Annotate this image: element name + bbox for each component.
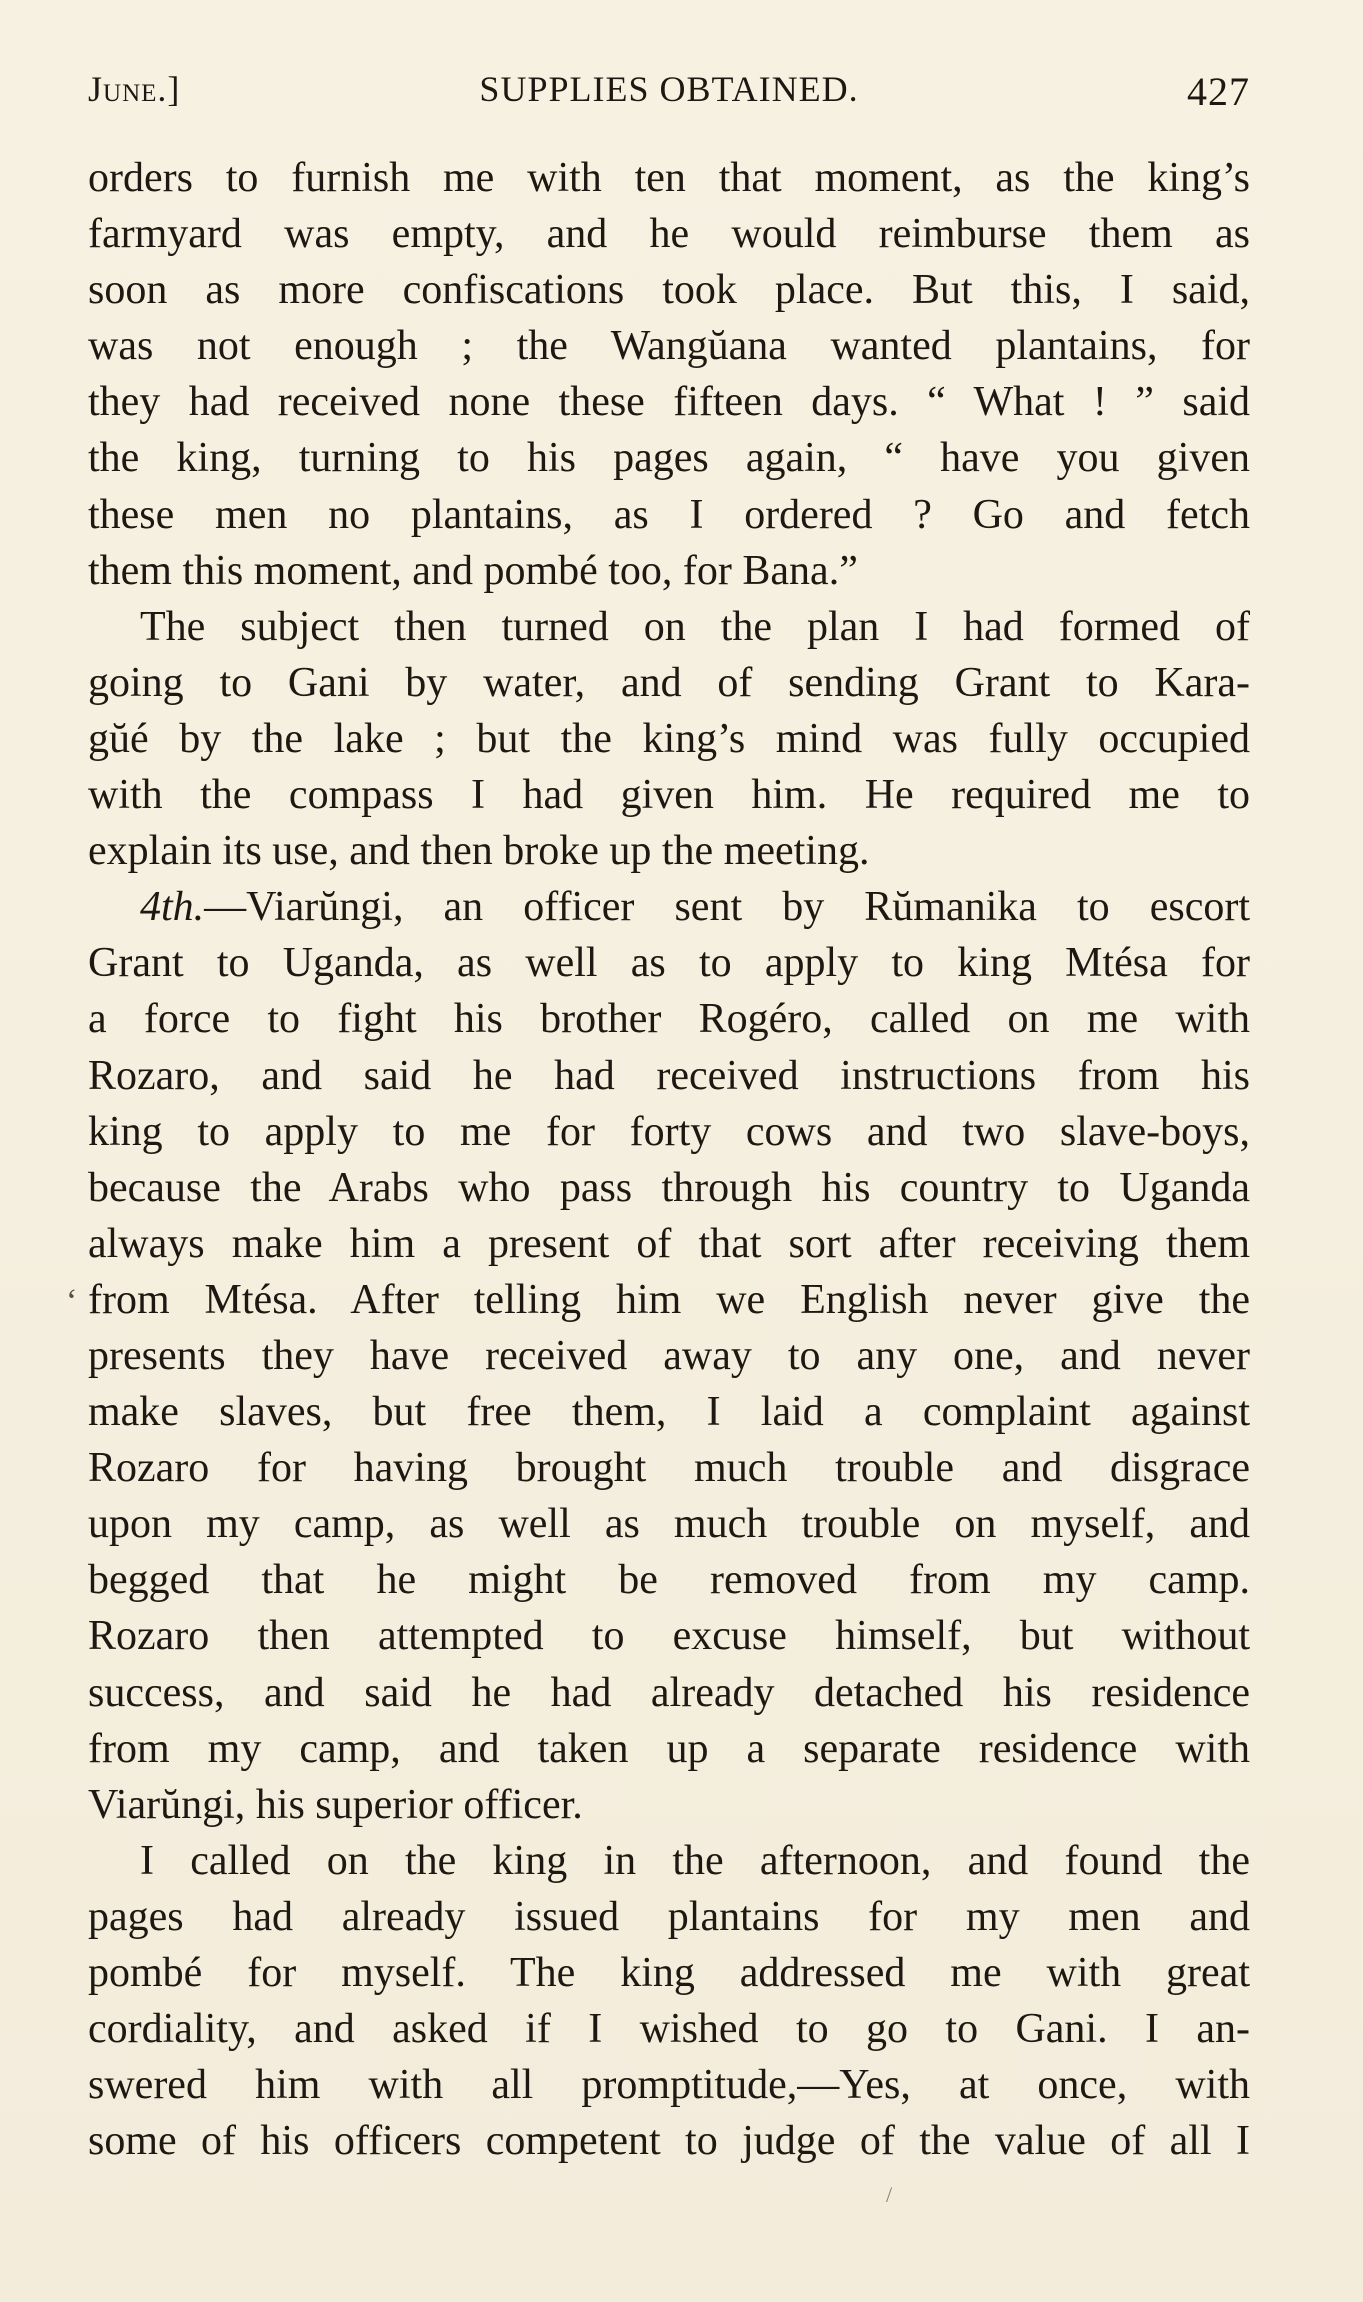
text-line: from my camp, and taken up a separate residence with bbox=[88, 1725, 1250, 1772]
text-line: pages had already issued plantains for my men and bbox=[88, 1893, 1250, 1940]
text-line: success, and said he had already detached his residence bbox=[88, 1669, 1250, 1716]
text-line: soon as more confiscations took place. But this, I said, bbox=[88, 267, 1250, 314]
text-line: Grant to Uganda, as well as to apply to king Mtésa for bbox=[88, 940, 1250, 987]
text-line: from Mtésa. After telling him we English never give the bbox=[88, 1276, 1250, 1323]
text-line: Rozaro, and said he had received instructions from his bbox=[88, 1052, 1250, 1099]
text-line: them this moment, and pombé too, for Bana.” bbox=[88, 547, 858, 594]
text-line: was not enough ; the Wangŭana wanted plantains, for bbox=[88, 323, 1250, 370]
margin-tick-mark: ‘ bbox=[66, 1283, 78, 1320]
page-number: 427 bbox=[1187, 69, 1250, 114]
text-line: orders to furnish me with ten that moment, as the king’s bbox=[88, 155, 1250, 201]
text-line: Rozaro then attempted to excuse himself, but without bbox=[88, 1613, 1250, 1660]
text-line: make slaves, but free them, I laid a complaint against bbox=[88, 1389, 1250, 1436]
text-line: a force to fight his brother Rogéro, called on me with bbox=[88, 996, 1250, 1043]
text-line: explain its use, and then broke up the meeting. bbox=[88, 828, 870, 875]
date-marker: 4th. bbox=[140, 884, 205, 931]
text-line: with the compass I had given him. He required me to bbox=[88, 772, 1250, 819]
text-line: begged that he might be removed from my camp. bbox=[88, 1557, 1250, 1604]
text-line: cordiality, and asked if I wished to go to Gani. I an- bbox=[88, 2006, 1250, 2053]
text-line: because the Arabs who pass through his country to Uganda bbox=[88, 1164, 1250, 1211]
header-month: June.] bbox=[88, 69, 181, 109]
text-line: gŭé by the lake ; but the king’s mind was fully occupied bbox=[88, 715, 1250, 762]
text-line: always make him a present of that sort after receiving them bbox=[88, 1220, 1250, 1267]
text-line: king to apply to me for forty cows and two slave-boys, bbox=[88, 1108, 1250, 1155]
text-line: swered him with all promptitude,—Yes, at once, with bbox=[88, 2062, 1250, 2109]
text-line: I called on the king in the afternoon, and found the bbox=[140, 1837, 1250, 1884]
text-line: upon my camp, as well as much trouble on myself, and bbox=[88, 1501, 1250, 1548]
page-body bbox=[88, 150, 1250, 2169]
text-line: Rozaro for having brought much trouble and disgrace bbox=[88, 1445, 1250, 1492]
header-title: SUPPLIES OBTAINED. bbox=[479, 69, 859, 109]
text-line: going to Gani by water, and of sending Grant to Kara- bbox=[88, 659, 1250, 706]
text-line: The subject then turned on the plan I had formed of bbox=[140, 603, 1250, 650]
foot-tick-mark: / bbox=[886, 2182, 893, 2207]
text-line: these men no plantains, as I ordered ? Go and fetch bbox=[88, 491, 1250, 538]
running-header bbox=[88, 68, 1250, 118]
text-line: pombé for myself. The king addressed me with great bbox=[88, 1950, 1250, 1996]
text-line: presents they have received away to any one, and never bbox=[88, 1332, 1250, 1379]
text-line: they had received none these fifteen days. “ What ! ” said bbox=[88, 379, 1250, 426]
text-line: some of his officers competent to judge of the value of all I bbox=[88, 2118, 1250, 2165]
text-line: the king, turning to his pages again, “ have you given bbox=[88, 435, 1250, 482]
text-line: farmyard was empty, and he would reimburse them as bbox=[88, 211, 1250, 258]
text-line-dated bbox=[88, 879, 1250, 935]
text-line-rest: —Viarŭngi, an officer sent by Rŭmanika to escort bbox=[204, 884, 1250, 931]
text-line: Viarŭngi, his superior officer. bbox=[88, 1781, 583, 1828]
